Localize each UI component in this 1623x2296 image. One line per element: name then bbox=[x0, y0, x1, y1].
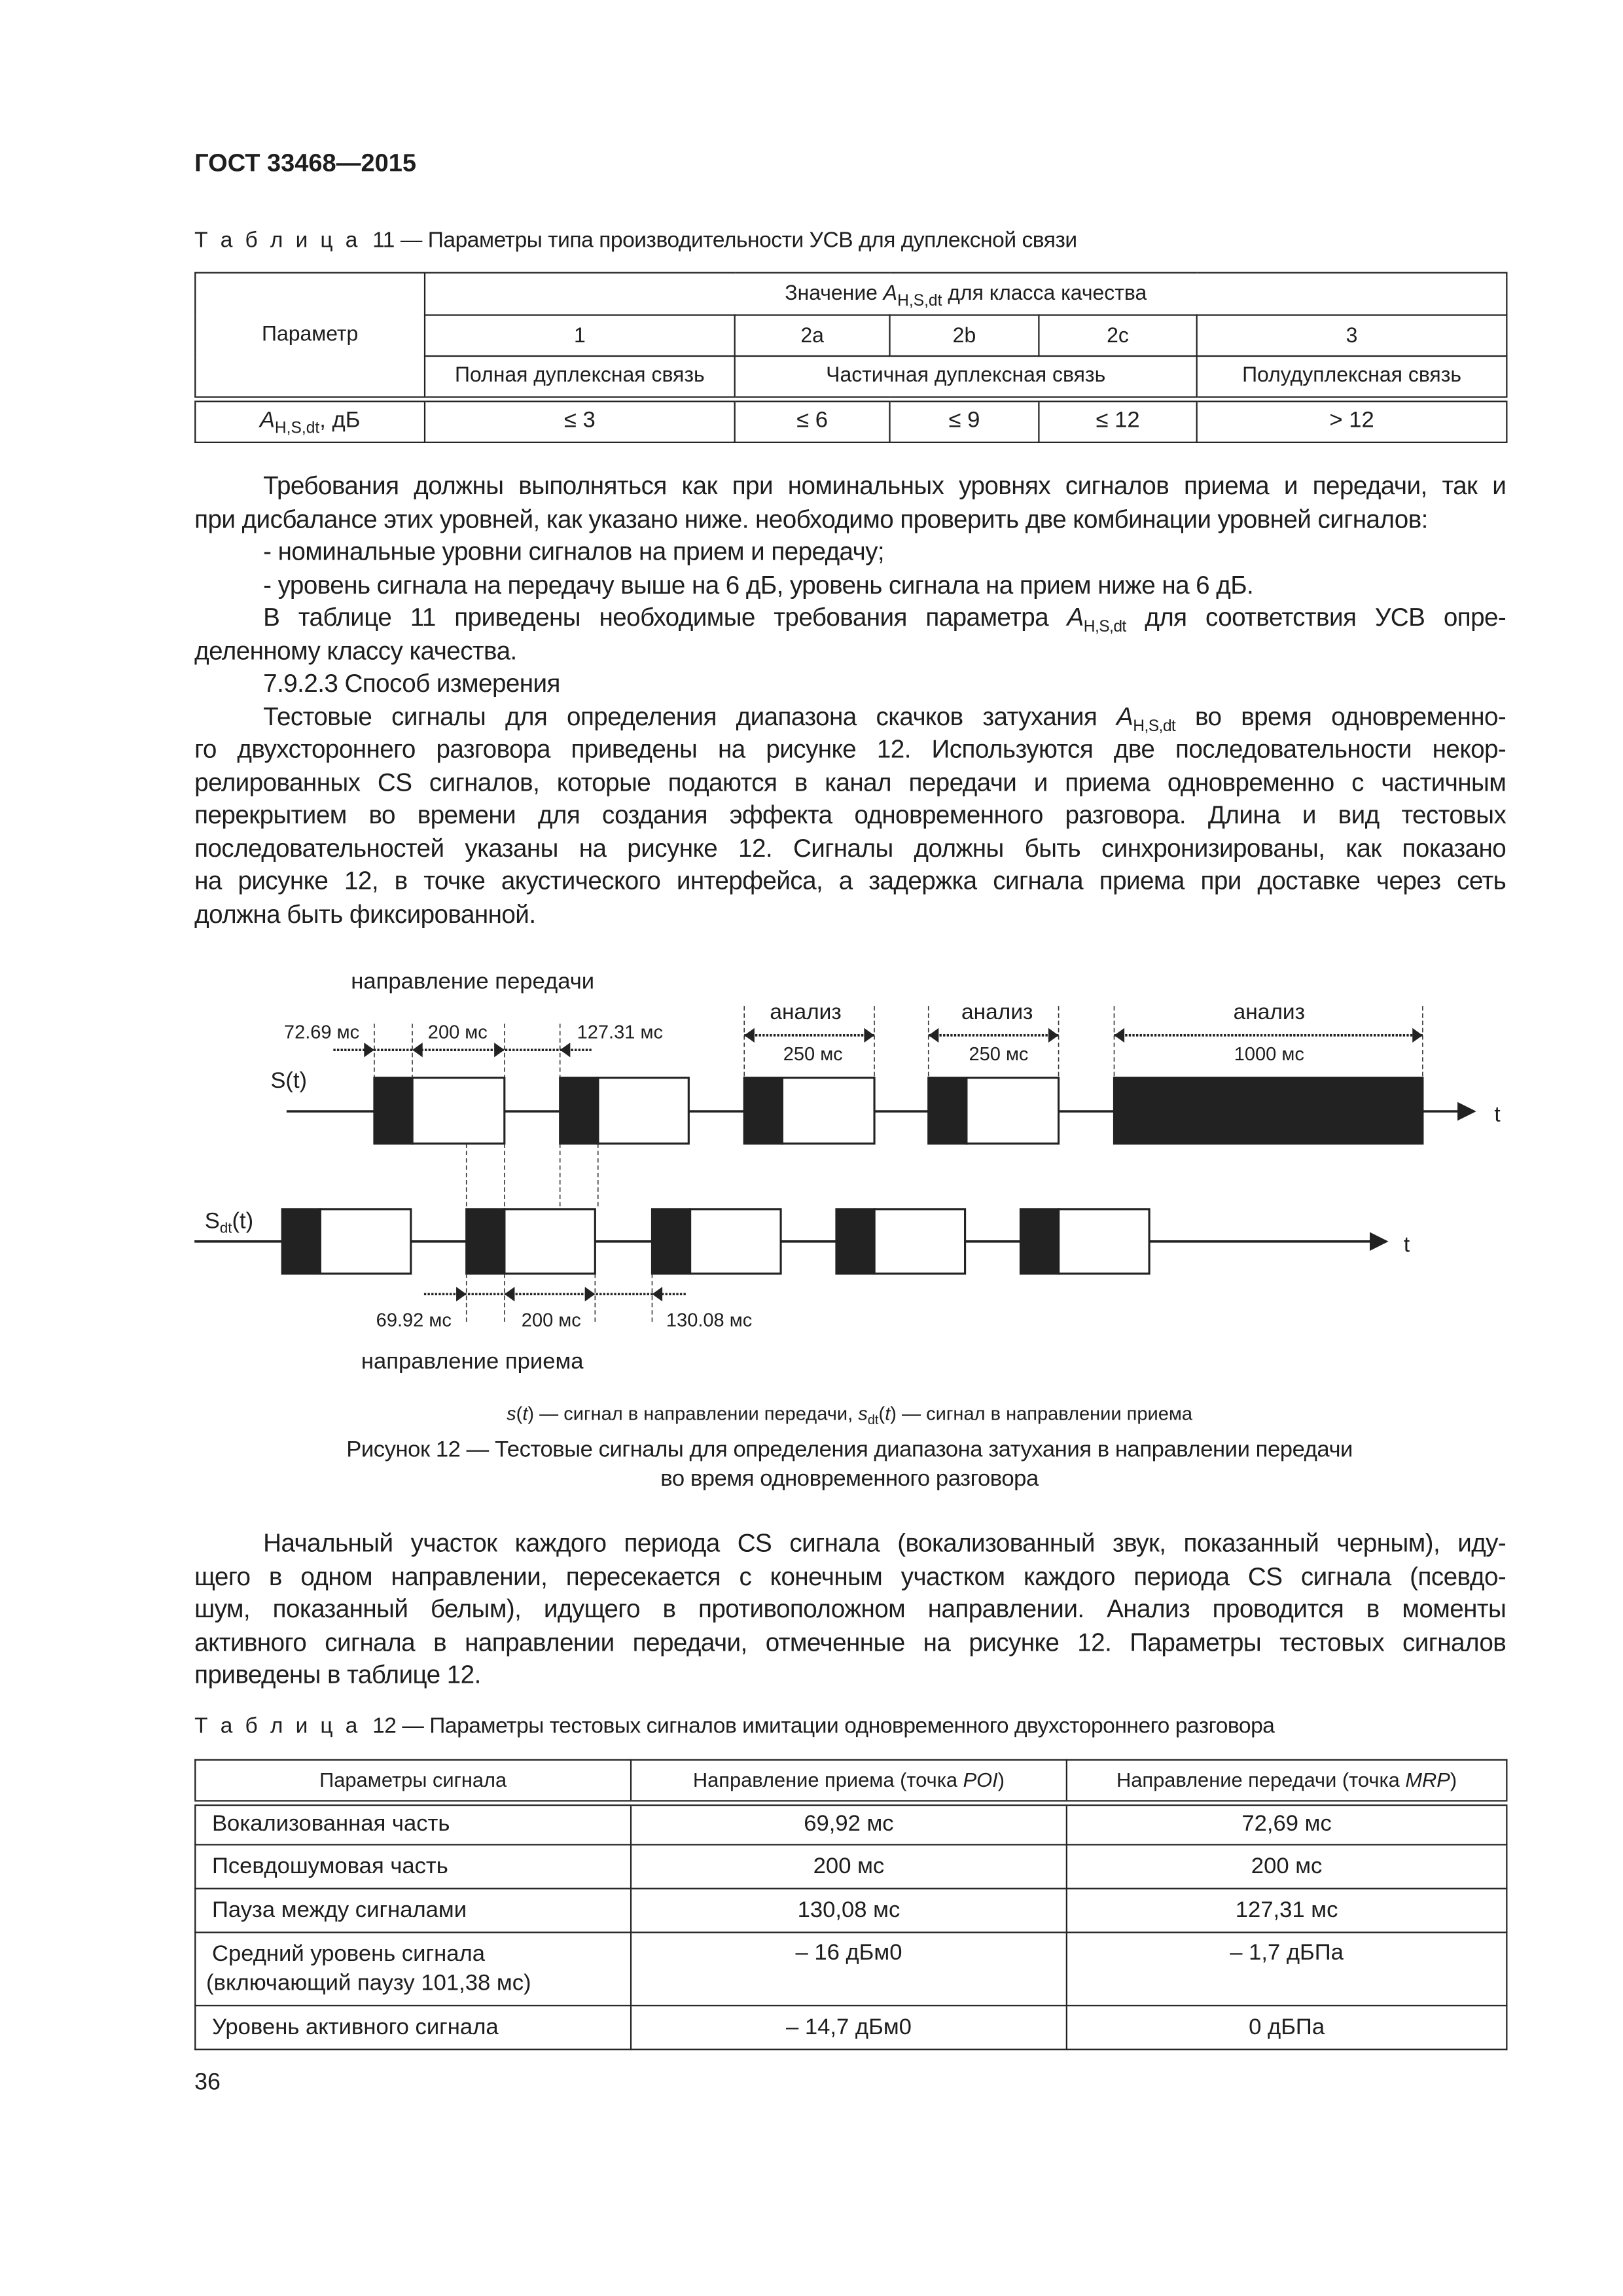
analysis-dim: 250 мс bbox=[969, 1043, 1029, 1065]
header-rx: Направление приема (точка POI) bbox=[631, 1760, 1067, 1803]
caption-word: Т а б л и ц а bbox=[194, 228, 361, 253]
text-line: Начальный участок каждого периода CS сигнала (вокализованный звук, показанный черным), иду- bbox=[263, 1528, 1507, 1558]
text-line: - уровень сигнала на передачу выше на 6 дБ, уровень сигнала на прием ниже на 6 дБ. bbox=[263, 569, 1254, 599]
tx-noise-block bbox=[598, 1078, 689, 1144]
text-line: на рисунке 12, в точке акустического интерфейса, а задержка сигнала приема при доставке через сеть bbox=[194, 865, 1507, 895]
tx-noise-block bbox=[412, 1078, 505, 1144]
rx-value: 130,08 мс bbox=[631, 1888, 1067, 1932]
text-line: Требования должны выполняться как при номинальных уровнях сигналов приема и передачи, так и bbox=[263, 471, 1507, 501]
dim-vocalized-rx: 69.92 мс bbox=[376, 1310, 452, 1331]
tx-value: 0 дБПа bbox=[1067, 2005, 1507, 2049]
section-heading: 7.9.2.3 Способ измерения bbox=[263, 668, 560, 698]
document-header: ГОСТ 33468—2015 bbox=[194, 149, 417, 177]
text-line: приведены в таблице 12. bbox=[194, 1659, 481, 1689]
text-line: последовательностей указаны на рисунке 12. Сигналы должны быть синхронизированы, как показано bbox=[194, 833, 1507, 863]
figure-legend: s(t) — сигнал в направлении передачи, $s_{dt}(t)$ — сигнал в направлении приема bbox=[507, 1403, 1193, 1428]
rx-vocalized-block bbox=[1020, 1210, 1058, 1274]
class-2a: 2a bbox=[735, 315, 890, 356]
class-2b: 2b bbox=[890, 315, 1039, 356]
rx-noise-block bbox=[505, 1210, 596, 1274]
tx-noise-block bbox=[967, 1078, 1059, 1144]
header-tx: Направление передачи (точка MRP) bbox=[1067, 1760, 1507, 1803]
tx-vocalized-block bbox=[374, 1078, 412, 1144]
caption-word: Т а б л и ц а bbox=[194, 1713, 361, 1739]
s-signal-label: S(t) bbox=[270, 1068, 308, 1094]
analysis-label: анализ bbox=[770, 1000, 842, 1025]
tx-direction-label: направление передачи bbox=[351, 969, 595, 994]
tx-vocalized-block bbox=[744, 1078, 782, 1144]
figure-caption-line2: во время одновременного разговора bbox=[660, 1466, 1039, 1492]
dim-noise-rx: 200 мс bbox=[521, 1310, 581, 1331]
text-line: щего в одном направлении, пересекается с конечным участком каждого периода CS сигнала (псевдо- bbox=[194, 1561, 1507, 1590]
class-2c: 2c bbox=[1039, 315, 1196, 356]
rx-vocalized-block bbox=[467, 1210, 505, 1274]
text-line: релированных CS сигналов, которые подаются в канал передачи и приема одновременно с частичным bbox=[194, 766, 1507, 797]
dim-noise-tx: 200 мс bbox=[427, 1022, 488, 1043]
value-cell: ≤ 3 bbox=[425, 399, 735, 442]
value-cell: ≤ 12 bbox=[1039, 399, 1196, 442]
tx-value: 127,31 мс bbox=[1067, 1888, 1507, 1932]
rx-value: 69,92 мс bbox=[631, 1803, 1067, 1845]
table-row bbox=[195, 2005, 1507, 2049]
rx-vocalized-block bbox=[282, 1210, 320, 1274]
rx-vocalized-block bbox=[836, 1210, 874, 1274]
text-line: деленному классу качества. bbox=[194, 635, 517, 665]
signal-blocks bbox=[282, 1078, 1423, 1274]
tx-vocalized-block bbox=[929, 1078, 967, 1144]
header-param: Параметры сигнала bbox=[195, 1760, 631, 1803]
sdt-signal-label: Sdt(t) bbox=[204, 1208, 254, 1236]
table-row bbox=[195, 1888, 1507, 1932]
dim-pause-tx: 127.31 мс bbox=[577, 1022, 663, 1043]
rx-value: – 14,7 дБм0 bbox=[631, 2005, 1067, 2049]
analysis-dim: 1000 мс bbox=[1234, 1043, 1304, 1065]
value-cell: ≤ 6 bbox=[735, 399, 890, 442]
group-half: Полудуплексная связь bbox=[1197, 356, 1507, 399]
text-line: при дисбалансе этих уровней, как указано ниже. необходимо проверить две комбинации уровней сигналов: bbox=[194, 503, 1428, 533]
text-line: должна быть фиксированной. bbox=[194, 898, 536, 928]
tx-analysis-block bbox=[1114, 1078, 1422, 1144]
text-line: шум, показанный белым), идущего в противоположном направлении. Анализ проводится в моменты bbox=[194, 1594, 1507, 1623]
param-header: Параметр bbox=[195, 273, 425, 399]
table12-caption bbox=[194, 1713, 1274, 1738]
page-number: 36 bbox=[194, 2070, 221, 2096]
rx-noise-block bbox=[874, 1210, 965, 1274]
text-line: го двухстороннего разговора приведены на рисунке 12. Используются две последовательности некор- bbox=[194, 734, 1507, 764]
value-cell: > 12 bbox=[1197, 399, 1507, 442]
text-line: перекрытием во времени для создания эффекта одновременного разговора. Длина и вид тестовых bbox=[194, 800, 1507, 829]
rx-vocalized-block bbox=[652, 1210, 690, 1274]
analysis-dim: 250 мс bbox=[783, 1043, 843, 1065]
sdt-axis-t-label: t bbox=[1403, 1232, 1410, 1257]
class-3: 3 bbox=[1197, 315, 1507, 356]
group-full: Полная дуплексная связь bbox=[425, 356, 735, 399]
row-label: Вокализованная часть bbox=[195, 1803, 631, 1845]
table-row bbox=[195, 1932, 1507, 2005]
group-partial: Частичная дуплексная связь bbox=[735, 356, 1197, 399]
tx-vocalized-block bbox=[560, 1078, 598, 1144]
analysis-label: анализ bbox=[1233, 1000, 1305, 1025]
row-label: Псевдошумовая часть bbox=[195, 1844, 631, 1888]
value-header: Значение $A_{H,S,dt}$ для класса качества bbox=[425, 273, 1507, 315]
table-row bbox=[195, 1803, 1507, 1845]
row-label: $A_{H,S,dt}$, дБ bbox=[195, 399, 425, 442]
row-label: Средний уровень сигнала (включающий паузу 101,38 мс) bbox=[195, 1932, 631, 2005]
class-1: 1 bbox=[425, 315, 735, 356]
value-cell: ≤ 9 bbox=[890, 399, 1039, 442]
row-label: Пауза между сигналами bbox=[195, 1888, 631, 1932]
rx-noise-block bbox=[1059, 1210, 1150, 1274]
rx-noise-block bbox=[690, 1210, 781, 1274]
dim-pause-rx: 130.08 мс bbox=[666, 1310, 753, 1331]
tx-noise-block bbox=[782, 1078, 874, 1144]
tx-value: – 1,7 дБПа bbox=[1067, 1932, 1507, 2005]
tx-value: 200 мс bbox=[1067, 1844, 1507, 1888]
text-line: активного сигнала в направлении передачи, отмеченные на рисунке 12. Параметры тестовых сигналов bbox=[194, 1626, 1507, 1657]
text-line: - номинальные уровни сигналов на прием и передачу; bbox=[263, 536, 885, 566]
analysis-label: анализ bbox=[961, 1000, 1033, 1025]
rx-direction-label: направление приема bbox=[361, 1349, 584, 1374]
rx-noise-block bbox=[320, 1210, 411, 1274]
tx-value: 72,69 мс bbox=[1067, 1803, 1507, 1845]
caption-text: 11 — Параметры типа производительности УСВ для дуплексной связи bbox=[372, 228, 1077, 253]
row-label: Уровень активного сигнала bbox=[195, 2005, 631, 2049]
s-axis-t-label: t bbox=[1494, 1102, 1501, 1127]
text-line: В таблице 11 приведены необходимые требования параметра $A_{H,S,dt}$ для соответствия УСВ опре- bbox=[263, 602, 1507, 636]
table-12 bbox=[194, 1759, 1507, 2051]
text-line: Тестовые сигналы для определения диапазона скачков затухания $A_{H,S,dt}$ во время одновременно- bbox=[263, 701, 1507, 735]
figure-caption-line1: Рисунок 12 — Тестовые сигналы для определения диапазона затухания в направлении передачи bbox=[346, 1437, 1353, 1463]
table-row bbox=[195, 1844, 1507, 1888]
dim-vocalized-tx: 72.69 мс bbox=[283, 1022, 360, 1043]
rx-value: 200 мс bbox=[631, 1844, 1067, 1888]
caption-text: 12 — Параметры тестовых сигналов имитации одновременного двухстороннего разговора bbox=[372, 1713, 1275, 1739]
rx-value: – 16 дБм0 bbox=[631, 1932, 1067, 2005]
